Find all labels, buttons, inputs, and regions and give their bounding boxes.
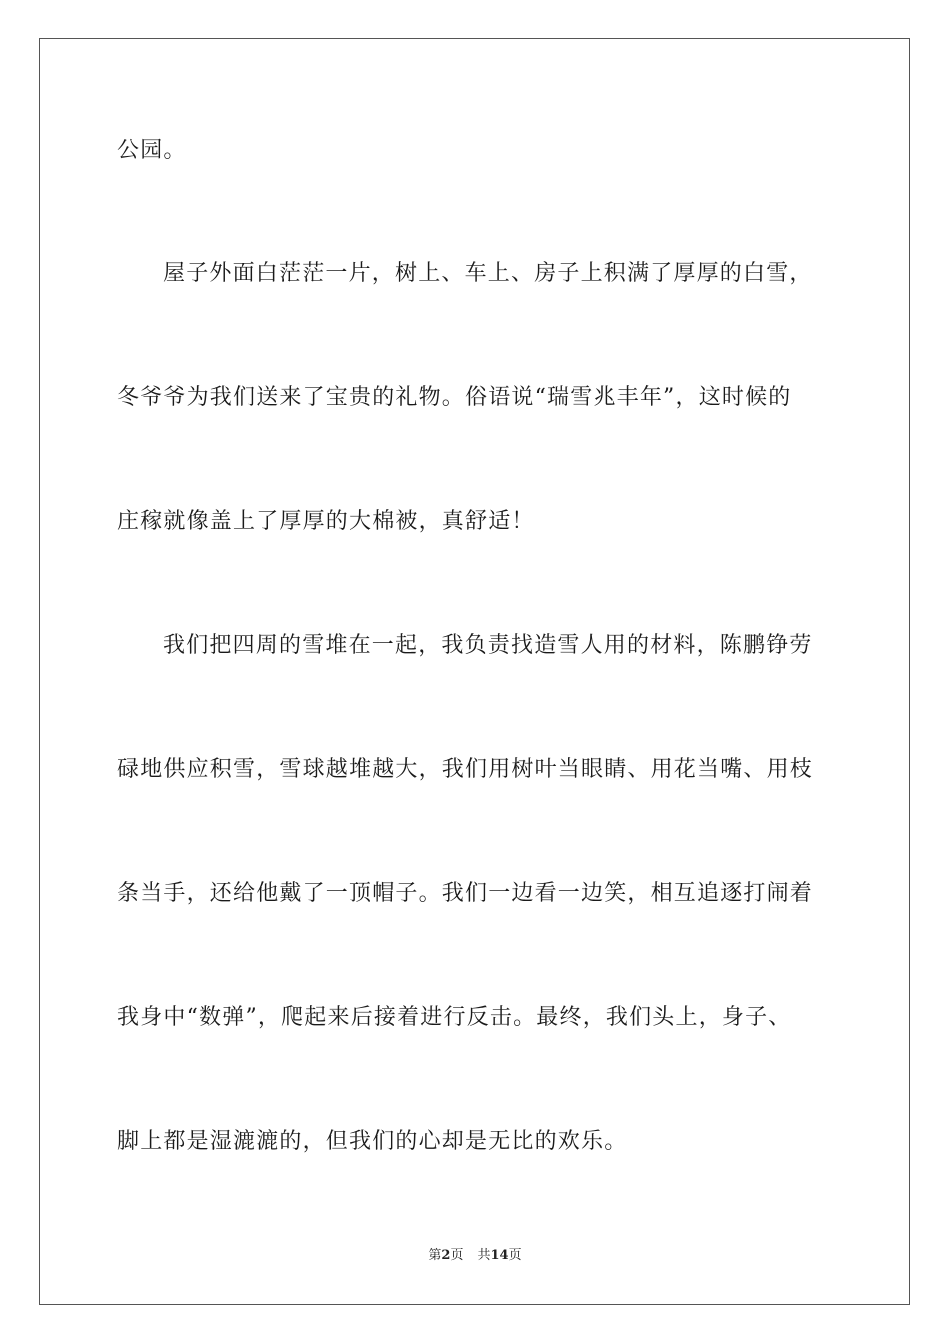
text-line-8: 我身中“数弹”，爬起来后接着进行反击。最终，我们头上，身子、 — [117, 1005, 792, 1030]
text-line-7: 条当手，还给他戴了一顶帽子。我们一边看一边笑，相互追逐打闹着 — [117, 881, 814, 906]
text-line-2: 屋子外面白茫茫一片，树上、车上、房子上积满了厚厚的白雪， — [163, 261, 813, 286]
page-footer — [0, 1247, 950, 1265]
footer-total-suffix: 页 — [508, 1248, 522, 1263]
text-line-5: 我们把四周的雪堆在一起，我负责找造雪人用的材料，陈鹏铮劳 — [163, 633, 813, 658]
footer-page-number: 2 — [441, 1248, 451, 1263]
footer-page-suffix: 页 — [450, 1248, 464, 1263]
text-line-1: 公园。 — [117, 138, 187, 163]
page-border — [39, 38, 910, 1305]
footer-total-prefix: 共 — [477, 1248, 491, 1263]
text-line-9: 脚上都是湿漉漉的，但我们的心却是无比的欢乐。 — [117, 1129, 628, 1154]
footer-page-prefix: 第 — [428, 1248, 442, 1263]
text-line-6: 碌地供应积雪，雪球越堆越大，我们用树叶当眼睛、用花当嘴、用枝 — [117, 757, 814, 782]
footer-total-number: 14 — [490, 1248, 509, 1263]
text-line-4: 庄稼就像盖上了厚厚的大棉被，真舒适！ — [117, 509, 535, 534]
text-line-3: 冬爷爷为我们送来了宝贵的礼物。俗语说“瑞雪兆丰年”，这时候的 — [117, 385, 792, 410]
